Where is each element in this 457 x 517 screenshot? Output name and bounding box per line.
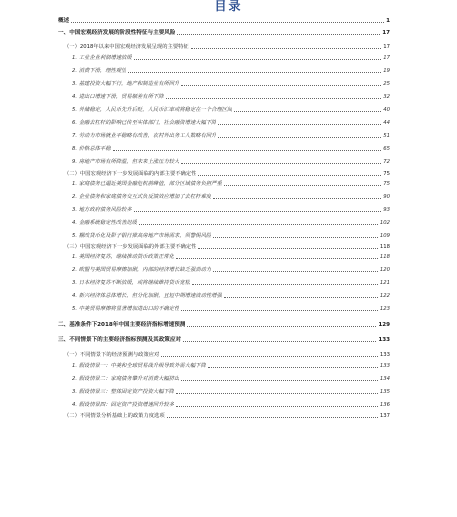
dot-leader [213,237,378,238]
dot-leader [134,211,382,212]
toc-entry-label: （二）不同情景分析基础上的政策力度选项 [64,413,165,419]
toc-entry[interactable] [58,170,390,178]
dot-leader [181,310,377,311]
toc-entry-page: 118 [379,254,390,260]
toc-entry-page: 134 [379,376,390,382]
toc-entry-page: 17 [382,30,390,36]
toc-entry[interactable] [58,158,390,166]
toc-entry-page: 133 [379,352,390,358]
dot-leader [181,380,377,381]
toc-entry-page: 120 [379,267,390,273]
toc-entry-page: 102 [379,220,390,226]
toc-entry-page: 90 [383,194,390,200]
toc-entry-label: 概述 [58,18,70,24]
toc-entry-label: （一）2018年以来中国宏观经济发展呈现的主要特征 [64,44,189,50]
toc-entry-page: 1 [386,18,390,24]
toc-entry[interactable] [58,321,390,329]
dot-leader [218,137,381,138]
toc-entry[interactable] [58,232,390,240]
toc-entry-page: 44 [383,120,390,126]
toc-entry-label: 二、基准条件下2018年中国主要经济指标增速预测 [58,322,186,328]
toc-entry[interactable] [58,292,390,300]
toc-entry-page: 51 [383,133,390,139]
toc-entry[interactable] [58,80,390,88]
dot-leader [167,417,378,418]
dot-leader [176,258,378,259]
toc-entry[interactable] [58,305,390,313]
dot-leader [181,163,381,164]
toc-entry-page: 118 [379,244,390,250]
toc-entry-label: 一、中国宏观经济发展的阶段性特征与主要风险 [58,30,176,36]
dot-leader [71,22,384,23]
toc-title: 目录 [214,0,243,13]
toc-entry[interactable] [58,401,390,409]
toc-entry-page: 25 [383,81,390,87]
toc-entry-label: 1. 家庭债务已逼近美国金融危机前峰值，部分区域债务负担严重 [72,181,222,187]
toc-entry-page: 123 [379,306,390,312]
dot-leader [218,124,381,125]
toc-entry-label: 2. 消费下滑，理性观望 [72,68,127,74]
toc-entry-page: 122 [379,293,390,299]
dot-leader [166,98,382,99]
toc-entry[interactable] [58,243,390,251]
toc-entry-page: 17 [383,44,390,50]
toc-entry[interactable] [58,106,390,114]
toc-entry-page: 93 [383,207,390,213]
dot-leader [187,326,376,327]
spacer [58,344,390,351]
toc-entry-label: 3. 假设情景三：整体固定资产投资大幅下降 [72,389,175,395]
toc-entry-label: 8. 价格总体平稳 [72,146,111,152]
toc-entry-label: 4. 假设情景四：固定资产投资增速回升较多 [72,402,175,408]
toc-entry[interactable] [58,279,390,287]
toc-entry[interactable] [58,93,390,101]
dot-leader [181,85,381,86]
toc-entry-page: 133 [379,363,390,369]
dot-leader [198,248,377,249]
toc-entry[interactable] [58,119,390,127]
toc-entry-page: 136 [379,402,390,408]
dot-leader [213,198,381,199]
toc-entry-label: 5. 中美贸易摩擦将显著增加进出口的不确定性 [72,306,180,312]
toc-entry[interactable] [58,43,390,51]
dot-leader [192,284,378,285]
dot-leader [213,271,378,272]
toc-entry-label: 3. 基建投资大幅下行，地产和制造业有所回升 [72,81,180,87]
toc-entry-label: 1. 假设情景一：中美和全球贸易战升级导致外需大幅下降 [72,363,206,369]
toc-entry-page: 17 [383,55,390,61]
dot-leader [113,150,382,151]
toc-entry[interactable] [58,375,390,383]
toc-entry[interactable] [58,351,390,359]
toc-entry[interactable] [58,29,390,37]
toc-entry[interactable] [58,388,390,396]
toc-entry[interactable] [58,180,390,188]
toc-entry-label: 5. 棚改货币化及影子银行推高房地产市场需求，须警惕风险 [72,233,212,239]
toc-entry-page: 109 [379,233,390,239]
dot-leader [198,175,381,176]
toc-entry-page: 137 [379,413,390,419]
toc-entry[interactable] [58,67,390,75]
toc-entry-label: 4. 进出口增速下滑，贸易顺差有所下降 [72,94,164,100]
toc-entry[interactable] [58,145,390,153]
toc-entry-page: 72 [383,159,390,165]
toc-entry-label: （二）中国宏观经济下一步发展面临的内部主要不确定性 [64,171,197,177]
toc-entry-label: 2. 假设情景二：家庭债务攀升对消费大幅挤出 [72,376,180,382]
toc-entry-label: 5. 外储稳定，人民币先升后贬，人民币汇率或将稳定在一个合理区间 [72,107,233,113]
toc-entry-page: 133 [378,337,390,343]
toc-entry[interactable] [58,336,390,344]
toc-entry-label: 1. 美国经济复苏，继续推动货币政策正常化 [72,254,175,260]
toc-entry[interactable] [58,132,390,140]
dot-leader [176,406,378,407]
dot-leader [224,297,378,298]
toc-entry-page: 121 [379,280,390,286]
toc-entry[interactable] [58,17,390,25]
toc-entry-label: 3. 地方政府债务风险较多 [72,207,132,213]
toc-entry-label: （一）不同情景下的经济预测与政策应对 [64,352,160,358]
spacer [58,329,390,336]
toc-entry-label: 2. 欧盟与美国贸易摩擦加剧，内部的经济增长缺乏强劲动力 [72,267,212,273]
dot-leader [128,72,381,73]
toc-entry-label: 4. 金融系统稳定性改善迟缓 [72,220,138,226]
dot-leader [208,367,378,368]
toc-entry-page: 32 [383,94,390,100]
toc-entry-page: 75 [383,171,390,177]
toc-entry-label: 1. 工业企业利润增速放缓 [72,55,132,61]
toc-entry-label: 2. 企业债务和家庭债务交互式负反馈效应增加了去杠杆难度 [72,194,212,200]
spacer [58,313,390,321]
dot-leader [234,111,381,112]
toc-entry-page: 40 [383,107,390,113]
toc-entry[interactable] [58,193,390,201]
toc-entry-label: 6. 金融去杠杆的影响已传至实体部门，社会融资增速大幅下降 [72,120,217,126]
toc-entry[interactable] [58,412,390,420]
toc-entry[interactable] [58,266,390,274]
dot-leader [177,34,380,35]
toc-entry[interactable] [58,54,390,62]
toc-entry-page: 135 [379,389,390,395]
dot-leader [224,185,381,186]
toc-entry-page: 19 [383,68,390,74]
toc-entry-page: 65 [383,146,390,152]
toc-entry[interactable] [58,253,390,261]
toc-entry-page: 75 [383,181,390,187]
toc-list [58,17,390,420]
toc-entry-label: （三）中国宏观经济下一步发展面临的外部主要不确定性 [64,244,197,250]
toc-entry-label: 9. 房地产市场有所降温，但未来上涨压力较大 [72,159,180,165]
toc-entry[interactable] [58,219,390,227]
dot-leader [183,341,376,342]
toc-entry[interactable] [58,362,390,370]
dot-leader [134,59,382,60]
dot-leader [161,356,378,357]
dot-leader [176,393,378,394]
toc-entry-label: 三、不同情景下的主要经济指标预测及其政策应对 [58,337,182,343]
toc-entry-label: 4. 新兴经济体总体增长，但分化加剧，且短中期增速波动性增强 [72,293,222,299]
toc-entry-label: 7. 劳动力市场就业平稳略有改善，农村外出务工人数略有回升 [72,133,217,139]
dot-leader [139,224,378,225]
dot-leader [191,48,382,49]
toc-entry-page: 129 [378,322,390,328]
toc-entry[interactable] [58,206,390,214]
toc-entry-label: 3. 日本经济复苏不断放缓，或将继续维持货币宽松 [72,280,190,286]
